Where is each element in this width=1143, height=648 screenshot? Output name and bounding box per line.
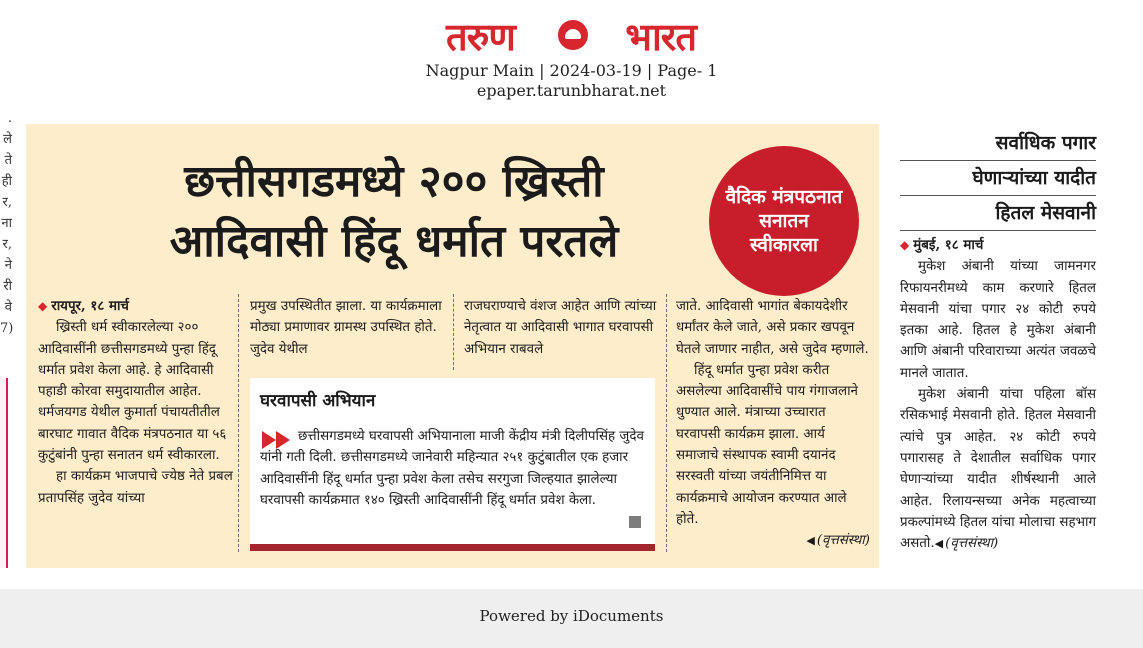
main-story[interactable] xyxy=(26,124,879,568)
newspaper-logo[interactable] xyxy=(446,16,696,58)
diamond-bullet-icon: ◆ xyxy=(38,299,48,313)
dateline-text: मुंबई, १८ मार्च xyxy=(913,237,984,253)
boxout-panel xyxy=(250,378,655,551)
side-headline-line: घेणाऱ्यांच्या यादीत xyxy=(900,161,1096,196)
sliver-fragment: र, xyxy=(2,195,12,210)
triangle-marker-icon: ◀ xyxy=(806,534,815,548)
logo-word-right: भारत xyxy=(625,15,696,59)
dateline xyxy=(38,296,236,317)
boxout-bottom-bar xyxy=(250,544,655,551)
story-paragraph: जाते. आदिवासी भागांत बेकायदेशीर धर्मांतर केले जाते, असे प्रकार खपवून घेतले जाणार नाहीत, असे जुदेव म्हणाले. xyxy=(676,299,869,357)
source-text: (वृत्तसंस्था) xyxy=(945,536,999,552)
site-url: epaper.tarunbharat.net xyxy=(476,81,667,100)
edition-line: Nagpur Main | 2024-03-19 | Page- 1 xyxy=(425,61,718,80)
headline-line: आदिवासी हिंदू धर्मात परतले xyxy=(169,216,619,267)
powered-by-text[interactable]: Powered by iDocuments xyxy=(479,607,664,625)
side-headline-line: सर्वाधिक पगार xyxy=(900,126,1096,161)
side-paragraph-text: मुकेश अंबानी यांचा पहिला बॉस रसिकभाई मेसवानी होते. हितल मेसवानी त्यांचे पुत्र आहेत. २४ कोटी रुपये पगारासह ते देशातील सर्वाधिक पगार घेणाऱ्यांच्या यादीत शीर्षस्थानी आले आहेत. रिलायन्सच्या अनेक महत्वाच्या प्रकल्पांमध्ये हितल यांचा मोलाचा सहभाग असतो. xyxy=(900,387,1096,552)
diamond-bullet-icon: ◆ xyxy=(900,238,910,252)
adjacent-story-sliver xyxy=(0,108,12,358)
story-column-4 xyxy=(676,296,870,552)
sliver-fragment: ते xyxy=(4,153,12,168)
dateline-text: रायपूर, १८ मार्च xyxy=(51,298,129,314)
source-text: (वृत्तसंस्था) xyxy=(816,533,870,549)
sliver-fragment: . xyxy=(7,111,12,126)
story-paragraph: हा कार्यक्रम भाजपाचे ज्येष्ठ नेते प्रबल प्रतापसिंह जुदेव यांच्या xyxy=(38,469,233,506)
side-headline-line: हितल मेसवानी xyxy=(900,196,1096,231)
boxout-body: छत्तीसगडमध्ये घरवापसी अभियानाला माजी केंद्रीय मंत्री दिलीपसिंह जुदेव यांनी गती दिली. छत्तीसगडमध्ये जानेवारी महिन्यात २५१ कुटुंबातील एक हजार आदिवासींनी हिंदू धर्मात पुन्हा प्रवेश केला तसेच सरगुजा जिल्हयात झालेल्या घरवापसी कार्यक्रमात १४० ख्रिस्ती आदिवासींनी हिंदू धर्मात प्रवेश केला. xyxy=(260,429,644,508)
lion-emblem-icon xyxy=(558,20,588,50)
sliver-fragment: ने xyxy=(4,258,12,273)
side-paragraph: मुकेश अंबानी यांच्या जामनगर रिफायनरीमध्ये काम करणारे हितल मेसवानी यांचा पगार २४ कोटी रुपये इतका आहे. हितल हे मुकेश अंबानी आणि अंबानी परिवाराच्या अत्यंत जवळचे मानले जातात. xyxy=(900,259,1096,381)
triangle-marker-icon: ◀ xyxy=(934,537,944,551)
boxout-text xyxy=(260,426,644,511)
side-story-body[interactable] xyxy=(900,235,1096,554)
sliver-fragment: र, xyxy=(2,237,12,252)
side-paragraph xyxy=(900,384,1096,554)
side-headline[interactable] xyxy=(900,126,1096,231)
story-paragraph: हिंदू धर्मात पुन्हा प्रवेश करीत असलेल्या आदिवासींचे पाय गंगाजलाने धुण्यात आले. मंत्राच्या उच्चारात घरवापसी कार्यक्रम झाला. आर्य समाजाचे संस्थापक स्वामी दयानंद सरस्वती यांच्या जयंतीनिमित्त या कार्यक्रमाचे आयोजन करण्यात आले होते. xyxy=(676,362,858,527)
highlight-badge: वैदिक मंत्रपठनात सनातन स्वीकारला xyxy=(709,146,859,296)
column-divider xyxy=(453,294,454,370)
end-mark-icon xyxy=(629,516,641,528)
main-headline xyxy=(84,152,704,272)
boxout-title: घरवापसी अभियान xyxy=(260,391,376,411)
story-column-1 xyxy=(38,296,236,509)
sliver-fragment: वे xyxy=(4,300,12,315)
sliver-fragment: 7) xyxy=(0,321,14,336)
column-divider xyxy=(238,294,239,552)
adjacent-ad-box xyxy=(0,378,8,568)
headline-line: छत्तीसगडमध्ये २०० ख्रिस्ती xyxy=(184,156,604,207)
sliver-fragment: री xyxy=(3,279,12,294)
sliver-fragment: ना xyxy=(1,216,12,231)
footer-bar xyxy=(0,589,1143,648)
side-dateline xyxy=(900,235,1096,256)
column-divider xyxy=(666,294,667,552)
sliver-fragment: ही xyxy=(1,174,12,189)
story-column-3: राजघराण्याचे वंशज आहेत आणि त्यांच्या नेतृत्वात या आदिवासी भागात घरवापसी अभियान राबवले xyxy=(464,299,657,357)
source-credit xyxy=(676,530,870,551)
sliver-fragment: ले xyxy=(3,132,12,147)
story-paragraph: ख्रिस्ती धर्म स्वीकारलेल्या २०० आदिवासींनी छत्तीसगडमध्ये पुन्हा हिंदू धर्मात प्रवेश केला आहे. हे आदिवासी पहाडी कोरवा समुदायातील आहेत. धर्मजयगड येथील कुमार्ता पंचायतीतील बारघाट गावात वैदिक मंत्रपठनात या ५६ कुटुंबांनी पुन्हा सनातन धर्म स्वीकारला. xyxy=(38,320,227,464)
story-column-2: प्रमुख उपस्थितीत झाला. या कार्यक्रमाला मोठ्या प्रमाणावर ग्रामस्थ उपस्थित होते. जुदेव येथील xyxy=(250,299,442,357)
logo-word-left: तरुण xyxy=(446,15,515,59)
